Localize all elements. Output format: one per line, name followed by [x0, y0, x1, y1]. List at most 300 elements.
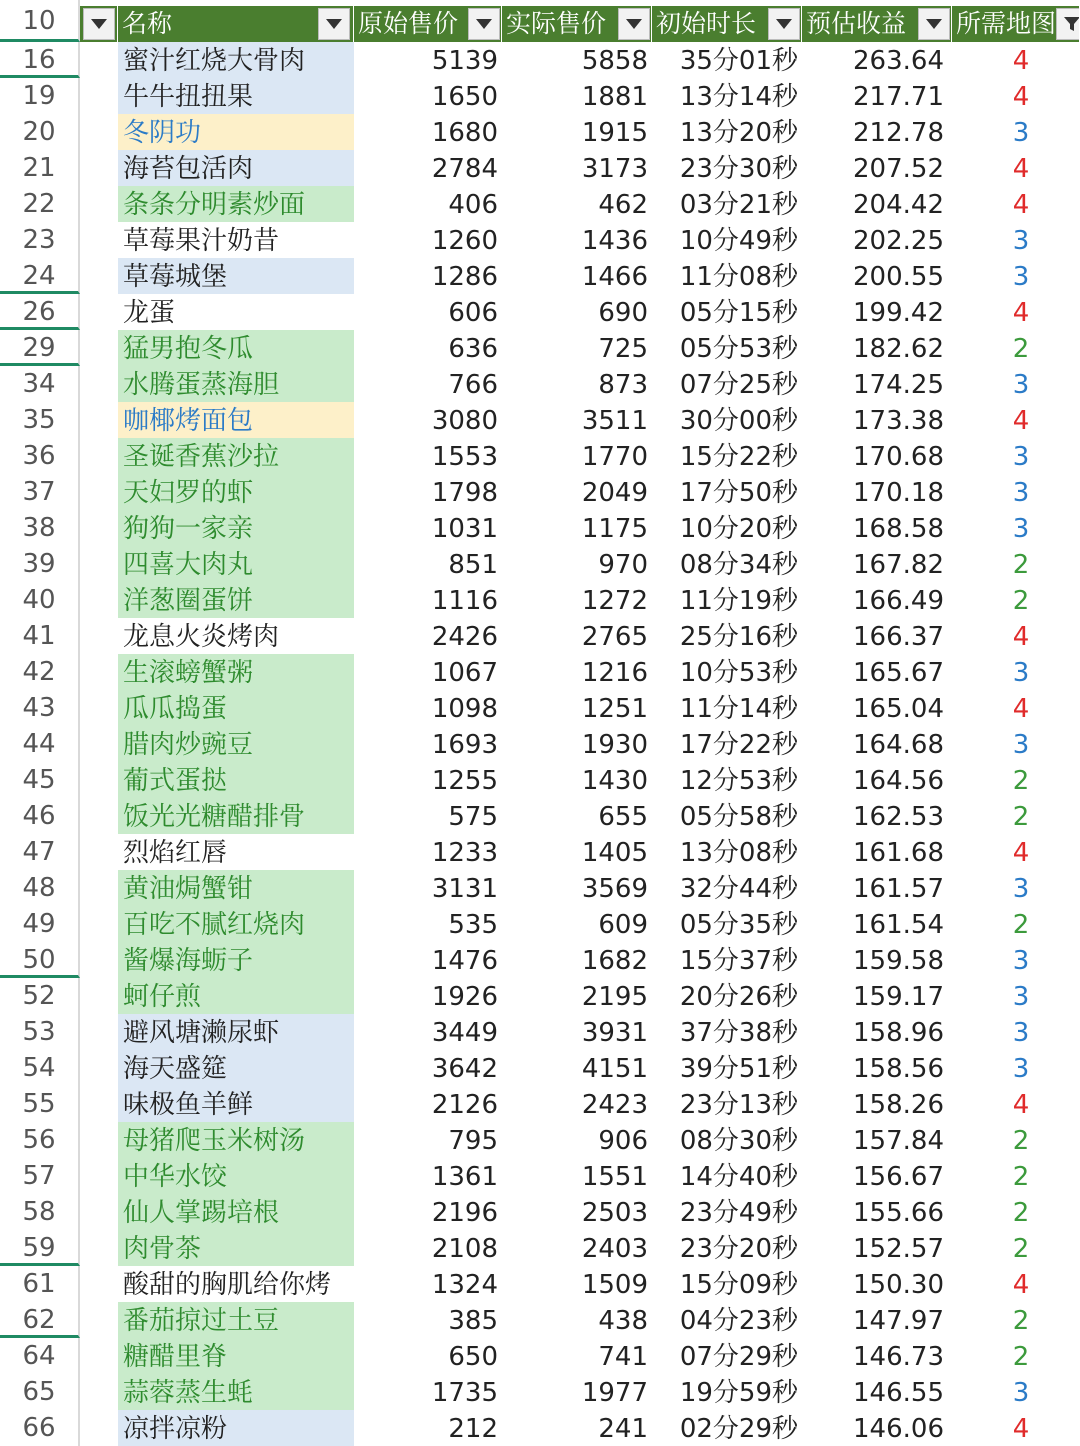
- cell-original-price[interactable]: 1735: [431, 1378, 498, 1408]
- cell-actual-price[interactable]: 2503: [581, 1198, 648, 1228]
- cell-duration[interactable]: 08分30秒: [679, 1126, 798, 1156]
- cell-name[interactable]: 圣诞香蕉沙拉: [118, 438, 354, 474]
- cell-duration[interactable]: 17分50秒: [679, 478, 798, 508]
- cell-actual-price[interactable]: 2765: [581, 622, 648, 652]
- cell-actual-price[interactable]: 1977: [581, 1378, 648, 1408]
- cell-actual-price[interactable]: 1881: [581, 82, 648, 112]
- cell-required-map[interactable]: 2: [1012, 1342, 1030, 1372]
- table-row[interactable]: [0, 1014, 1080, 1050]
- cell-estimated-revenue[interactable]: 146.06: [853, 1414, 944, 1444]
- cell-name[interactable]: 中华水饺: [118, 1158, 354, 1194]
- cell-original-price[interactable]: 2196: [431, 1198, 498, 1228]
- row-number[interactable]: 23: [0, 222, 80, 258]
- cell-name[interactable]: 黄油焗蟹钳: [118, 870, 354, 906]
- cell-actual-price[interactable]: 1272: [581, 586, 648, 616]
- table-row[interactable]: [0, 978, 1080, 1014]
- table-row[interactable]: [0, 762, 1080, 798]
- cell-actual-price[interactable]: 3511: [581, 406, 648, 436]
- cell-duration[interactable]: 08分34秒: [679, 550, 798, 580]
- table-row[interactable]: [0, 474, 1080, 510]
- cell-original-price[interactable]: 1067: [431, 658, 498, 688]
- row-number[interactable]: 36: [0, 438, 80, 474]
- cell-actual-price[interactable]: 241: [598, 1414, 648, 1444]
- cell-name[interactable]: 冬阴功: [118, 114, 354, 150]
- cell-required-map[interactable]: 3: [1012, 874, 1030, 904]
- cell-name[interactable]: 龙蛋: [118, 294, 354, 330]
- cell-estimated-revenue[interactable]: 173.38: [853, 406, 944, 436]
- cell-estimated-revenue[interactable]: 150.30: [853, 1270, 944, 1300]
- cell-actual-price[interactable]: 3931: [581, 1018, 648, 1048]
- cell-actual-price[interactable]: 462: [598, 190, 648, 220]
- table-row[interactable]: [0, 1410, 1080, 1446]
- cell-original-price[interactable]: 1233: [431, 838, 498, 868]
- cell-duration[interactable]: 35分01秒: [679, 46, 798, 76]
- header-cell-blank[interactable]: [80, 6, 118, 42]
- row-number[interactable]: 54: [0, 1050, 80, 1086]
- cell-name[interactable]: 肉骨茶: [118, 1230, 354, 1266]
- cell-estimated-revenue[interactable]: 164.56: [853, 766, 944, 796]
- row-number[interactable]: 41: [0, 618, 80, 654]
- cell-estimated-revenue[interactable]: 263.64: [853, 46, 944, 76]
- row-number[interactable]: 58: [0, 1194, 80, 1230]
- cell-duration[interactable]: 05分15秒: [679, 298, 798, 328]
- cell-estimated-revenue[interactable]: 164.68: [853, 730, 944, 760]
- cell-required-map[interactable]: 3: [1012, 226, 1030, 256]
- cell-required-map[interactable]: 3: [1012, 730, 1030, 760]
- table-row[interactable]: [0, 1302, 1080, 1338]
- table-row[interactable]: [0, 798, 1080, 834]
- cell-duration[interactable]: 05分35秒: [679, 910, 798, 940]
- cell-duration[interactable]: 37分38秒: [679, 1018, 798, 1048]
- cell-original-price[interactable]: 3449: [431, 1018, 498, 1048]
- cell-duration[interactable]: 30分00秒: [679, 406, 798, 436]
- filter-dropdown-button[interactable]: [918, 8, 950, 40]
- cell-original-price[interactable]: 795: [448, 1126, 498, 1156]
- cell-duration[interactable]: 39分51秒: [679, 1054, 798, 1084]
- cell-original-price[interactable]: 1553: [431, 442, 498, 472]
- cell-required-map[interactable]: 3: [1012, 1018, 1030, 1048]
- filter-dropdown-button[interactable]: [468, 8, 500, 40]
- cell-original-price[interactable]: 1116: [431, 586, 498, 616]
- cell-name[interactable]: 蚵仔煎: [118, 978, 354, 1014]
- cell-estimated-revenue[interactable]: 166.49: [853, 586, 944, 616]
- cell-original-price[interactable]: 1680: [431, 118, 498, 148]
- cell-original-price[interactable]: 1476: [431, 946, 498, 976]
- row-number[interactable]: 53: [0, 1014, 80, 1050]
- cell-name[interactable]: 蜜汁红烧大骨肉: [118, 42, 354, 78]
- cell-original-price[interactable]: 766: [448, 370, 498, 400]
- cell-estimated-revenue[interactable]: 170.18: [853, 478, 944, 508]
- cell-name[interactable]: 生滚螃蟹粥: [118, 654, 354, 690]
- table-row[interactable]: [0, 438, 1080, 474]
- cell-original-price[interactable]: 1361: [431, 1162, 498, 1192]
- cell-estimated-revenue[interactable]: 146.55: [853, 1378, 944, 1408]
- row-number[interactable]: 37: [0, 474, 80, 510]
- cell-name[interactable]: 洋葱圈蛋饼: [118, 582, 354, 618]
- filter-dropdown-button[interactable]: [318, 8, 350, 40]
- cell-estimated-revenue[interactable]: 158.56: [853, 1054, 944, 1084]
- cell-required-map[interactable]: 2: [1012, 766, 1030, 796]
- cell-estimated-revenue[interactable]: 204.42: [853, 190, 944, 220]
- row-number[interactable]: 48: [0, 870, 80, 906]
- cell-original-price[interactable]: 1693: [431, 730, 498, 760]
- header-real-price[interactable]: [502, 6, 652, 42]
- cell-required-map[interactable]: 2: [1012, 334, 1030, 364]
- cell-estimated-revenue[interactable]: 165.67: [853, 658, 944, 688]
- table-row[interactable]: [0, 1194, 1080, 1230]
- row-number[interactable]: 43: [0, 690, 80, 726]
- cell-required-map[interactable]: 3: [1012, 262, 1030, 292]
- cell-duration[interactable]: 02分29秒: [679, 1414, 798, 1444]
- cell-duration[interactable]: 03分21秒: [679, 190, 798, 220]
- cell-estimated-revenue[interactable]: 199.42: [853, 298, 944, 328]
- cell-actual-price[interactable]: 1251: [581, 694, 648, 724]
- row-number[interactable]: 66: [0, 1410, 80, 1446]
- cell-duration[interactable]: 15分09秒: [679, 1270, 798, 1300]
- cell-duration[interactable]: 05分53秒: [679, 334, 798, 364]
- row-number[interactable]: 42: [0, 654, 80, 690]
- cell-duration[interactable]: 04分23秒: [679, 1306, 798, 1336]
- row-number[interactable]: 20: [0, 114, 80, 150]
- cell-estimated-revenue[interactable]: 161.68: [853, 838, 944, 868]
- cell-actual-price[interactable]: 655: [598, 802, 648, 832]
- filter-dropdown-button[interactable]: [618, 8, 650, 40]
- cell-original-price[interactable]: 535: [448, 910, 498, 940]
- row-number[interactable]: 46: [0, 798, 80, 834]
- table-row[interactable]: [0, 582, 1080, 618]
- row-number[interactable]: 29: [0, 330, 80, 366]
- cell-actual-price[interactable]: 725: [598, 334, 648, 364]
- cell-required-map[interactable]: 4: [1012, 1270, 1030, 1300]
- header-map[interactable]: [952, 6, 1080, 42]
- cell-original-price[interactable]: 1926: [431, 982, 498, 1012]
- cell-required-map[interactable]: 2: [1012, 1198, 1030, 1228]
- row-number[interactable]: 39: [0, 546, 80, 582]
- cell-actual-price[interactable]: 1770: [581, 442, 648, 472]
- cell-estimated-revenue[interactable]: 146.73: [853, 1342, 944, 1372]
- filter-dropdown-button[interactable]: [83, 8, 115, 40]
- row-number[interactable]: 59: [0, 1230, 80, 1266]
- filter-active-button[interactable]: [1056, 8, 1080, 40]
- cell-duration[interactable]: 15分22秒: [679, 442, 798, 472]
- cell-estimated-revenue[interactable]: 161.54: [853, 910, 944, 940]
- table-row[interactable]: [0, 186, 1080, 222]
- table-row[interactable]: [0, 330, 1080, 366]
- cell-actual-price[interactable]: 1466: [581, 262, 648, 292]
- row-number[interactable]: 16: [0, 42, 80, 78]
- cell-actual-price[interactable]: 1551: [581, 1162, 648, 1192]
- cell-name[interactable]: 咖椰烤面包: [118, 402, 354, 438]
- table-row[interactable]: [0, 42, 1080, 78]
- table-row[interactable]: [0, 1086, 1080, 1122]
- cell-estimated-revenue[interactable]: 182.62: [853, 334, 944, 364]
- cell-estimated-revenue[interactable]: 174.25: [853, 370, 944, 400]
- cell-duration[interactable]: 13分08秒: [679, 838, 798, 868]
- cell-original-price[interactable]: 2126: [431, 1090, 498, 1120]
- cell-duration[interactable]: 13分20秒: [679, 118, 798, 148]
- table-row[interactable]: [0, 1158, 1080, 1194]
- row-number[interactable]: 50: [0, 942, 80, 978]
- cell-required-map[interactable]: 4: [1012, 298, 1030, 328]
- cell-name[interactable]: 酸甜的胸肌给你烤: [118, 1266, 354, 1302]
- cell-duration[interactable]: 13分14秒: [679, 82, 798, 112]
- cell-original-price[interactable]: 650: [448, 1342, 498, 1372]
- cell-duration[interactable]: 15分37秒: [679, 946, 798, 976]
- table-row[interactable]: [0, 294, 1080, 330]
- cell-required-map[interactable]: 2: [1012, 1234, 1030, 1264]
- cell-actual-price[interactable]: 4151: [581, 1054, 648, 1084]
- cell-duration[interactable]: 23分30秒: [679, 154, 798, 184]
- cell-estimated-revenue[interactable]: 167.82: [853, 550, 944, 580]
- cell-duration[interactable]: 11分19秒: [679, 586, 798, 616]
- table-row[interactable]: [0, 402, 1080, 438]
- cell-original-price[interactable]: 1798: [431, 478, 498, 508]
- cell-required-map[interactable]: 2: [1012, 910, 1030, 940]
- table-row[interactable]: [0, 726, 1080, 762]
- table-row[interactable]: [0, 78, 1080, 114]
- cell-estimated-revenue[interactable]: 147.97: [853, 1306, 944, 1336]
- table-row[interactable]: [0, 1230, 1080, 1266]
- cell-estimated-revenue[interactable]: 158.26: [853, 1090, 944, 1120]
- cell-actual-price[interactable]: 1509: [581, 1270, 648, 1300]
- cell-estimated-revenue[interactable]: 158.96: [853, 1018, 944, 1048]
- cell-original-price[interactable]: 3080: [431, 406, 498, 436]
- cell-name[interactable]: 避风塘濑尿虾: [118, 1014, 354, 1050]
- cell-duration[interactable]: 10分49秒: [679, 226, 798, 256]
- cell-actual-price[interactable]: 1430: [581, 766, 648, 796]
- cell-duration[interactable]: 07分25秒: [679, 370, 798, 400]
- cell-original-price[interactable]: 385: [448, 1306, 498, 1336]
- cell-actual-price[interactable]: 1930: [581, 730, 648, 760]
- row-number[interactable]: 19: [0, 78, 80, 114]
- cell-duration[interactable]: 20分26秒: [679, 982, 798, 1012]
- cell-actual-price[interactable]: 609: [598, 910, 648, 940]
- row-number[interactable]: 61: [0, 1266, 80, 1302]
- row-number[interactable]: 34: [0, 366, 80, 402]
- cell-required-map[interactable]: 3: [1012, 514, 1030, 544]
- cell-estimated-revenue[interactable]: 170.68: [853, 442, 944, 472]
- row-number[interactable]: 26: [0, 294, 80, 330]
- cell-required-map[interactable]: 2: [1012, 550, 1030, 580]
- cell-original-price[interactable]: 2108: [431, 1234, 498, 1264]
- table-row[interactable]: [0, 906, 1080, 942]
- cell-duration[interactable]: 05分58秒: [679, 802, 798, 832]
- cell-original-price[interactable]: 1650: [431, 82, 498, 112]
- cell-estimated-revenue[interactable]: 217.71: [853, 82, 944, 112]
- row-number[interactable]: 55: [0, 1086, 80, 1122]
- table-row[interactable]: [0, 1374, 1080, 1410]
- cell-required-map[interactable]: 4: [1012, 406, 1030, 436]
- cell-duration[interactable]: 07分29秒: [679, 1342, 798, 1372]
- cell-duration[interactable]: 32分44秒: [679, 874, 798, 904]
- cell-name[interactable]: 猛男抱冬瓜: [118, 330, 354, 366]
- table-row[interactable]: [0, 654, 1080, 690]
- cell-original-price[interactable]: 636: [448, 334, 498, 364]
- cell-required-map[interactable]: 2: [1012, 802, 1030, 832]
- cell-required-map[interactable]: 4: [1012, 838, 1030, 868]
- cell-name[interactable]: 腊肉炒豌豆: [118, 726, 354, 762]
- header-name[interactable]: [118, 6, 354, 42]
- cell-actual-price[interactable]: 1436: [581, 226, 648, 256]
- table-row[interactable]: [0, 1266, 1080, 1302]
- cell-duration[interactable]: 12分53秒: [679, 766, 798, 796]
- row-number[interactable]: 35: [0, 402, 80, 438]
- table-row[interactable]: [0, 1338, 1080, 1374]
- cell-actual-price[interactable]: 3173: [581, 154, 648, 184]
- cell-required-map[interactable]: 4: [1012, 1414, 1030, 1444]
- table-row[interactable]: [0, 114, 1080, 150]
- cell-duration[interactable]: 10分20秒: [679, 514, 798, 544]
- cell-estimated-revenue[interactable]: 161.57: [853, 874, 944, 904]
- cell-estimated-revenue[interactable]: 157.84: [853, 1126, 944, 1156]
- cell-required-map[interactable]: 3: [1012, 118, 1030, 148]
- cell-duration[interactable]: 23分13秒: [679, 1090, 798, 1120]
- cell-estimated-revenue[interactable]: 152.57: [853, 1234, 944, 1264]
- cell-name[interactable]: 牛牛扭扭果: [118, 78, 354, 114]
- cell-name[interactable]: 烈焰红唇: [118, 834, 354, 870]
- cell-original-price[interactable]: 5139: [431, 46, 498, 76]
- cell-name[interactable]: 四喜大肉丸: [118, 546, 354, 582]
- cell-actual-price[interactable]: 741: [598, 1342, 648, 1372]
- cell-actual-price[interactable]: 1405: [581, 838, 648, 868]
- cell-actual-price[interactable]: 1682: [581, 946, 648, 976]
- cell-required-map[interactable]: 3: [1012, 982, 1030, 1012]
- cell-actual-price[interactable]: 1915: [581, 118, 648, 148]
- cell-required-map[interactable]: 2: [1012, 586, 1030, 616]
- row-number[interactable]: 62: [0, 1302, 80, 1338]
- cell-estimated-revenue[interactable]: 159.58: [853, 946, 944, 976]
- cell-name[interactable]: 糖醋里脊: [118, 1338, 354, 1374]
- cell-original-price[interactable]: 406: [448, 190, 498, 220]
- cell-estimated-revenue[interactable]: 166.37: [853, 622, 944, 652]
- cell-original-price[interactable]: 851: [448, 550, 498, 580]
- table-row[interactable]: [0, 942, 1080, 978]
- table-row[interactable]: [0, 690, 1080, 726]
- cell-original-price[interactable]: 575: [448, 802, 498, 832]
- cell-actual-price[interactable]: 2423: [581, 1090, 648, 1120]
- table-row[interactable]: [0, 618, 1080, 654]
- cell-required-map[interactable]: 4: [1012, 694, 1030, 724]
- cell-name[interactable]: 葡式蛋挞: [118, 762, 354, 798]
- cell-name[interactable]: 水腾蛋蒸海胆: [118, 366, 354, 402]
- table-row[interactable]: [0, 222, 1080, 258]
- cell-actual-price[interactable]: 5858: [581, 46, 648, 76]
- table-row[interactable]: [0, 366, 1080, 402]
- cell-estimated-revenue[interactable]: 200.55: [853, 262, 944, 292]
- cell-duration[interactable]: 23分20秒: [679, 1234, 798, 1264]
- table-row[interactable]: [0, 510, 1080, 546]
- cell-name[interactable]: 瓜瓜捣蛋: [118, 690, 354, 726]
- table-row[interactable]: [0, 150, 1080, 186]
- cell-duration[interactable]: 23分49秒: [679, 1198, 798, 1228]
- cell-actual-price[interactable]: 2049: [581, 478, 648, 508]
- cell-original-price[interactable]: 606: [448, 298, 498, 328]
- cell-required-map[interactable]: 2: [1012, 1126, 1030, 1156]
- cell-name[interactable]: 狗狗一家亲: [118, 510, 354, 546]
- row-number[interactable]: 47: [0, 834, 80, 870]
- cell-original-price[interactable]: 1098: [431, 694, 498, 724]
- cell-required-map[interactable]: 4: [1012, 1090, 1030, 1120]
- cell-required-map[interactable]: 3: [1012, 658, 1030, 688]
- cell-original-price[interactable]: 2784: [431, 154, 498, 184]
- cell-name[interactable]: 条条分明素炒面: [118, 186, 354, 222]
- cell-required-map[interactable]: 3: [1012, 1378, 1030, 1408]
- cell-name[interactable]: 百吃不腻红烧肉: [118, 906, 354, 942]
- row-number[interactable]: 38: [0, 510, 80, 546]
- filter-dropdown-button[interactable]: [768, 8, 800, 40]
- table-row[interactable]: [0, 870, 1080, 906]
- row-number[interactable]: 52: [0, 978, 80, 1014]
- cell-original-price[interactable]: 212: [448, 1414, 498, 1444]
- cell-estimated-revenue[interactable]: 162.53: [853, 802, 944, 832]
- cell-actual-price[interactable]: 1216: [581, 658, 648, 688]
- cell-actual-price[interactable]: 3569: [581, 874, 648, 904]
- cell-original-price[interactable]: 1255: [431, 766, 498, 796]
- cell-name[interactable]: 酱爆海蛎子: [118, 942, 354, 978]
- cell-required-map[interactable]: 3: [1012, 370, 1030, 400]
- cell-name[interactable]: 海苔包活肉: [118, 150, 354, 186]
- cell-estimated-revenue[interactable]: 159.17: [853, 982, 944, 1012]
- cell-original-price[interactable]: 1260: [431, 226, 498, 256]
- cell-estimated-revenue[interactable]: 156.67: [853, 1162, 944, 1192]
- row-number[interactable]: 64: [0, 1338, 80, 1374]
- cell-required-map[interactable]: 4: [1012, 46, 1030, 76]
- row-number[interactable]: 40: [0, 582, 80, 618]
- cell-required-map[interactable]: 2: [1012, 1162, 1030, 1192]
- table-row[interactable]: [0, 834, 1080, 870]
- cell-original-price[interactable]: 3131: [431, 874, 498, 904]
- row-number[interactable]: 49: [0, 906, 80, 942]
- row-number[interactable]: 57: [0, 1158, 80, 1194]
- row-number[interactable]: 22: [0, 186, 80, 222]
- cell-duration[interactable]: 19分59秒: [679, 1378, 798, 1408]
- cell-original-price[interactable]: 3642: [431, 1054, 498, 1084]
- cell-actual-price[interactable]: 970: [598, 550, 648, 580]
- cell-name[interactable]: 龙息火炎烤肉: [118, 618, 354, 654]
- cell-required-map[interactable]: 3: [1012, 946, 1030, 976]
- cell-estimated-revenue[interactable]: 207.52: [853, 154, 944, 184]
- table-row[interactable]: [0, 1050, 1080, 1086]
- cell-required-map[interactable]: 3: [1012, 442, 1030, 472]
- cell-name[interactable]: 仙人掌踢培根: [118, 1194, 354, 1230]
- cell-name[interactable]: 天妇罗的虾: [118, 474, 354, 510]
- header-duration[interactable]: [652, 6, 802, 42]
- table-row[interactable]: [0, 258, 1080, 294]
- cell-actual-price[interactable]: 690: [598, 298, 648, 328]
- cell-original-price[interactable]: 1031: [431, 514, 498, 544]
- cell-name[interactable]: 饭光光糖醋排骨: [118, 798, 354, 834]
- cell-original-price[interactable]: 1286: [431, 262, 498, 292]
- cell-required-map[interactable]: 4: [1012, 154, 1030, 184]
- cell-required-map[interactable]: 4: [1012, 622, 1030, 652]
- row-number[interactable]: 56: [0, 1122, 80, 1158]
- row-number[interactable]: 24: [0, 258, 80, 294]
- header-estimate[interactable]: [802, 6, 952, 42]
- header-orig-price[interactable]: [354, 6, 502, 42]
- cell-actual-price[interactable]: 906: [598, 1126, 648, 1156]
- cell-actual-price[interactable]: 2403: [581, 1234, 648, 1264]
- table-row[interactable]: [0, 1122, 1080, 1158]
- cell-required-map[interactable]: 2: [1012, 1306, 1030, 1336]
- cell-original-price[interactable]: 2426: [431, 622, 498, 652]
- cell-name[interactable]: 味极鱼羊鲜: [118, 1086, 354, 1122]
- cell-original-price[interactable]: 1324: [431, 1270, 498, 1300]
- cell-estimated-revenue[interactable]: 202.25: [853, 226, 944, 256]
- cell-actual-price[interactable]: 1175: [581, 514, 648, 544]
- row-number[interactable]: 65: [0, 1374, 80, 1410]
- cell-duration[interactable]: 14分40秒: [679, 1162, 798, 1192]
- cell-actual-price[interactable]: 2195: [581, 982, 648, 1012]
